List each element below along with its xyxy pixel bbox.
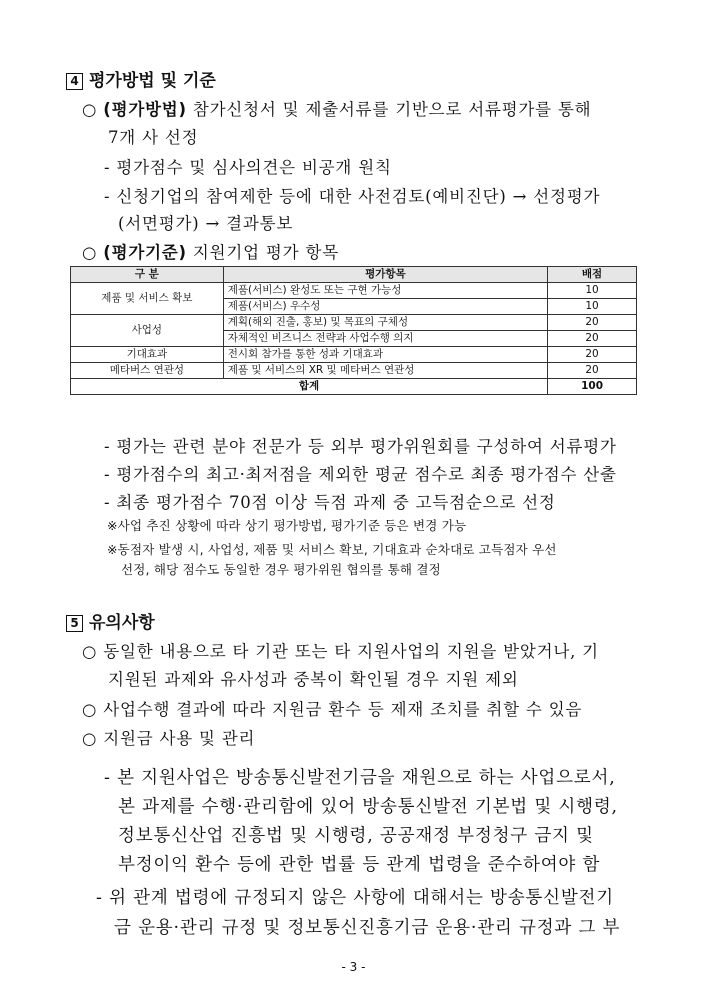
score-cell: 10 [548,283,637,299]
bullet-text: 동일한 내용으로 타 기관 또는 타 지원사업의 지원을 받았거나, 기 [103,642,599,661]
bullet-item [82,725,255,749]
bullet-text: 지원기업 평가 항목 [186,243,339,262]
dash-item-cont: 부정이익 환수 등에 관한 법률 등 관계 법령을 준수하여야 함 [118,855,601,875]
dash-item-cont: 본 과제를 수행·관리함에 있어 방송통신발전 기본법 및 시행령, [118,797,618,817]
section-title: 평가방법 및 기준 [89,71,216,91]
section-5-heading [66,608,155,633]
bullet-icon: ○ [82,642,98,661]
bullet-label: (평가기준) [103,243,187,262]
score-cell: 20 [548,331,637,347]
bullet-item-cont: 지원된 과제와 유사성과 중복이 확인될 경우 지원 제외 [108,670,519,689]
bullet-eval-criteria [82,239,339,263]
item-cell: 자체적인 비즈니스 전략과 사업수행 의지 [223,331,547,347]
category-cell: 기대효과 [71,347,224,363]
item-cell: 제품 및 서비스의 XR 및 메타버스 연관성 [223,363,547,379]
column-header: 평가항목 [223,267,547,283]
section-number-box: 4 [66,73,83,90]
score-cell: 10 [548,299,637,315]
dash-item-cont: (서면평가) → 결과통보 [118,214,294,233]
table-row [71,347,637,363]
note: ※동점자 발생 시, 사업성, 제품 및 서비스 확보, 기대효과 순차대로 고득점자 우선 [107,542,557,557]
category-cell: 메타버스 연관성 [71,363,224,379]
bullet-icon: ○ [82,700,98,719]
total-score: 100 [548,379,637,395]
dash-item-cont: 정보통신산업 진흥법 및 시행령, 공공재정 부정청구 금지 및 [118,826,594,846]
column-header: 구 분 [71,267,224,283]
bullet-text: 지원금 사용 및 관리 [103,729,256,748]
score-cell: 20 [548,347,637,363]
score-cell: 20 [548,363,637,379]
item-cell: 제품(서비스) 완성도 또는 구현 가능성 [223,283,547,299]
bullet-text: 참가신청서 및 제출서류를 기반으로 서류평가를 통해 [186,100,592,119]
dash-item: - 평가점수의 최고·최저점을 제외한 평균 점수로 최종 평가점수 산출 [104,465,617,484]
evaluation-table [70,266,637,395]
score-cell: 20 [548,315,637,331]
table-header-row [71,267,637,283]
dash-item: - 위 관계 법령에 규정되지 않은 사항에 대해서는 방송통신발전기 [96,888,614,908]
item-cell: 제품(서비스) 우수성 [223,299,547,315]
category-cell: 제품 및 서비스 확보 [71,283,224,315]
bullet-eval-method-cont: 7개 사 선정 [108,128,199,147]
bullet-label: (평가방법) [103,100,187,119]
column-header: 배점 [548,267,637,283]
dash-item: - 신청기업의 참여제한 등에 대한 사전검토(예비진단) → 선정평가 [104,187,601,206]
dash-item: - 본 지원사업은 방송통신발전기금을 재원으로 하는 사업으로서, [104,768,616,788]
bullet-icon: ○ [82,100,98,119]
section-title: 유의사항 [89,613,155,633]
category-cell: 사업성 [71,315,224,347]
table-row [71,363,637,379]
table-row [71,283,637,299]
section-4-heading [66,66,216,91]
page-number: - 3 - [341,960,366,974]
note-cont: 선정, 해당 점수도 동일한 경우 평가위원 협의를 통해 결정 [121,562,441,577]
bullet-item [82,696,582,720]
item-cell: 전시회 참가를 통한 성과 기대효과 [223,347,547,363]
bullet-text: 사업수행 결과에 따라 지원금 환수 등 제재 조치를 취할 수 있음 [103,700,583,719]
dash-item-cont: 금 운용·관리 규정 및 정보통신진흥기금 운용·관리 규정과 그 부 [114,918,621,938]
bullet-eval-method [82,96,591,120]
section-number-box: 5 [66,615,83,632]
table-total-row [71,379,637,395]
total-label: 합계 [71,379,548,395]
note: ※사업 추진 상황에 따라 상기 평가방법, 평가기준 등은 변경 가능 [107,518,467,533]
dash-item: - 평가점수 및 심사의견은 비공개 원칙 [104,158,392,177]
bullet-icon: ○ [82,729,98,748]
item-cell: 계획(해외 진출, 홍보) 및 목표의 구체성 [223,315,547,331]
bullet-item [82,638,599,662]
bullet-icon: ○ [82,243,98,262]
table-row [71,315,637,331]
dash-item: - 최종 평가점수 70점 이상 득점 과제 중 고득점순으로 선정 [104,493,556,512]
dash-item: - 평가는 관련 분야 전문가 등 외부 평가위원회를 구성하여 서류평가 [104,437,617,456]
